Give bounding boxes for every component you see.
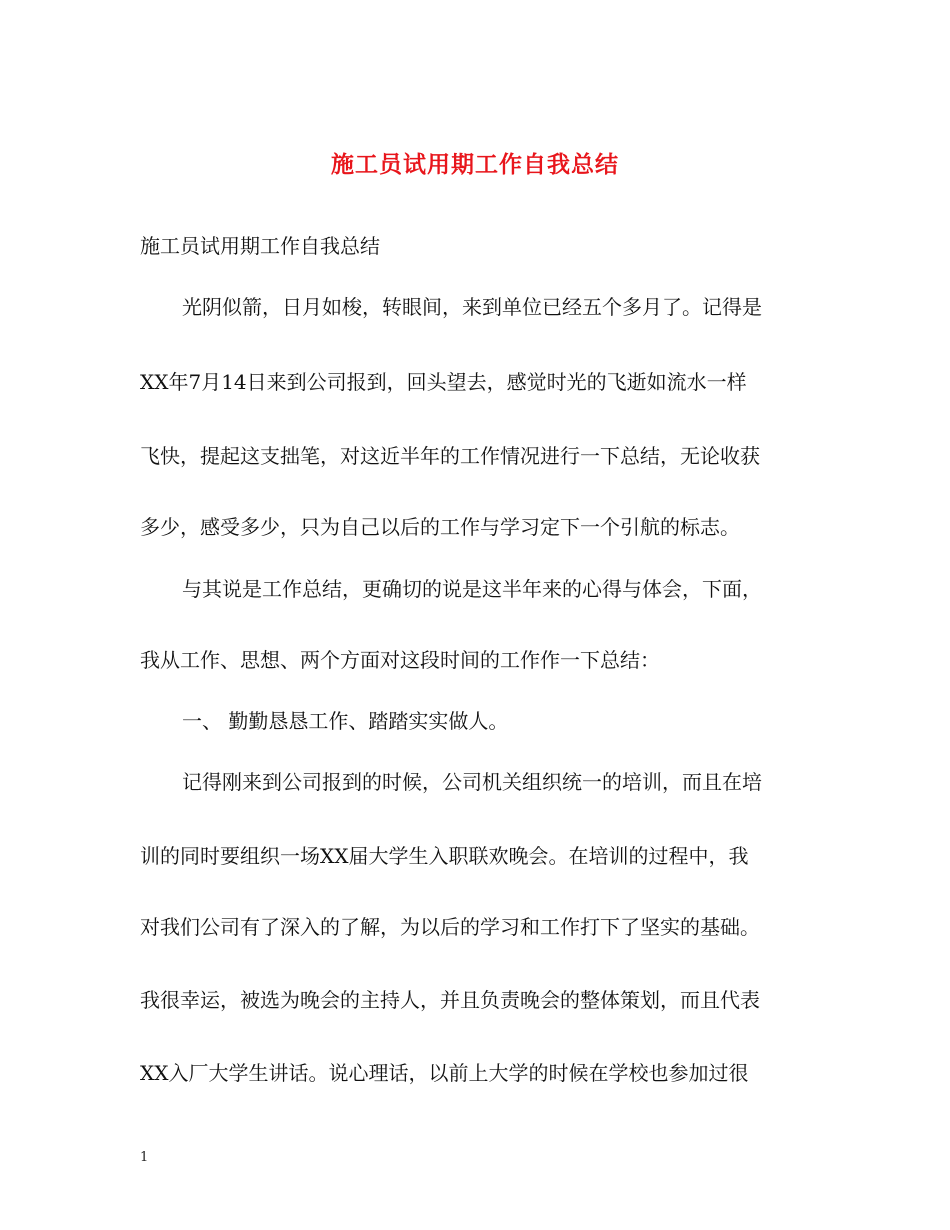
paragraph-line: 记得刚来到公司报到的时候，公司机关组织统一的培训，而且在培 bbox=[182, 770, 762, 794]
paragraph-line: 训的同时要组织一场XX届大学生入职联欢晚会。在培训的过程中，我 bbox=[140, 844, 749, 868]
paragraph-line: XX年7月14日来到公司报到，回头望去，感觉时光的飞逝如流水一样 bbox=[140, 370, 747, 394]
page-number: 1 bbox=[140, 1150, 149, 1165]
paragraph-line: 光阴似箭，日月如梭，转眼间，来到单位已经五个多月了。记得是 bbox=[182, 295, 762, 319]
section-heading: 一、 勤勤恳恳工作、踏踏实实做人。 bbox=[182, 709, 509, 733]
paragraph-line: 对我们公司有了深入的了解，为以后的学习和工作打下了坚实的基础。 bbox=[140, 915, 760, 939]
paragraph-line: 我从工作、思想、两个方面对这段时间的工作作一下总结： bbox=[140, 648, 660, 672]
paragraph-line: 飞快，提起这支拙笔，对这近半年的工作情况进行一下总结，无论收获 bbox=[140, 444, 760, 468]
paragraph-line: 多少，感受多少，只为自己以后的工作与学习定下一个引航的标志。 bbox=[140, 515, 740, 539]
subtitle-line: 施工员试用期工作自我总结 bbox=[140, 234, 380, 258]
paragraph-line: 与其说是工作总结，更确切的说是这半年来的心得与体会，下面， bbox=[182, 577, 762, 601]
paragraph-line: 我很幸运，被选为晚会的主持人，并且负责晚会的整体策划，而且代表 bbox=[140, 988, 760, 1012]
paragraph-line: XX入厂大学生讲话。说心理话，以前上大学的时候在学校也参加过很 bbox=[140, 1061, 749, 1085]
document-title: 施工员试用期工作自我总结 bbox=[331, 151, 619, 178]
